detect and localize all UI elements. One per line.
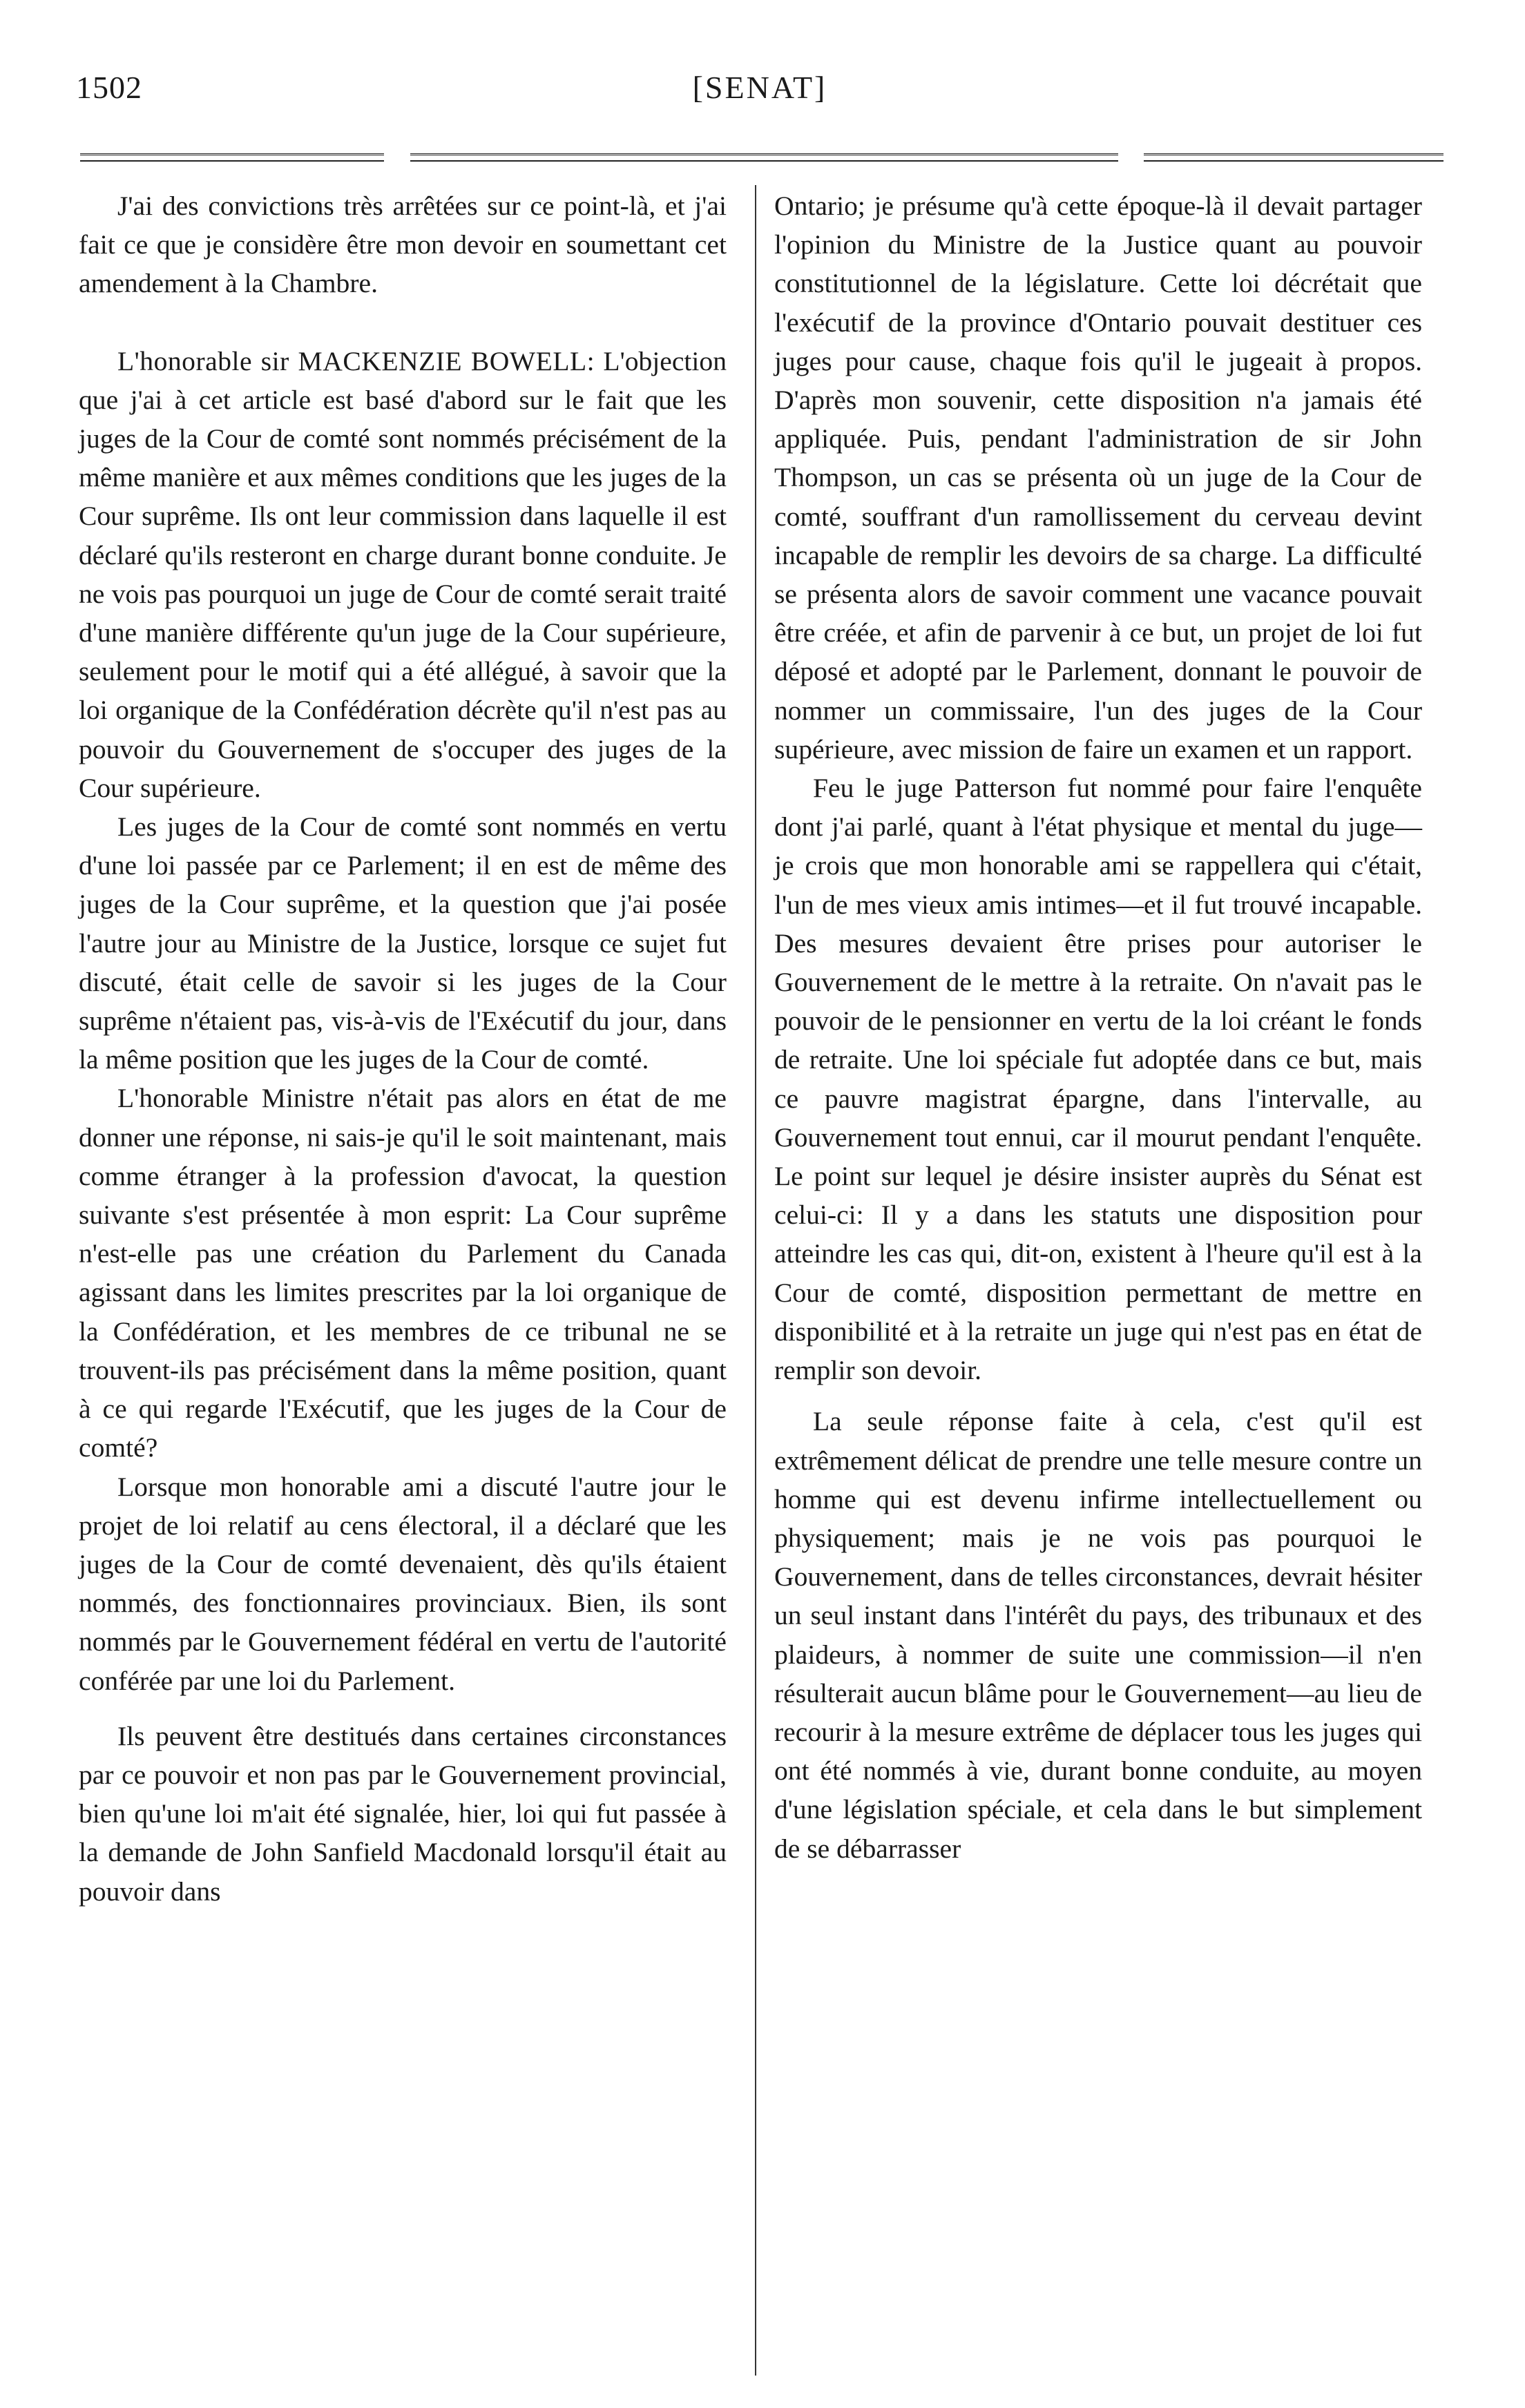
paragraph: Ontario; je présume qu'à cette époque-là il devait partager l'opinion du Ministre de la Justice quant au pouvoir constitutionnel de la législature. Cette loi décrétait que l'exécutif de la province d'Ontario pouvait destituer ces juges pour cause, chaque fois qu'il le jugeait à propos. D'après mon souvenir, cette disposition n'a jamais été appliquée. Puis, pendant l'administration de sir John Thompson, un cas se présenta où un juge de la Cour de comté, souffrant d'un ramollissement du cerveau devint incapable de remplir les devoirs de sa charge. La difficulté se présenta alors de savoir comment une vacance pouvait être créée, et afin de parvenir à ce but, un projet de loi fut déposé et adopté par le Parlement, donnant le pouvoir de nommer un commissaire, l'un des juges de la Cour supérieure, avec mission de faire un examen et un rapport. <box>774 191 1422 764</box>
speaker-name: L'honorable sir MACKENZIE BOWELL: <box>117 345 595 376</box>
page-number: 1502 <box>76 70 142 105</box>
paragraph: Les juges de la Cour de comté sont nommés en vertu d'une loi passée par ce Parlement; il en est de même des juges de la Cour suprême, et la question que j'ai posée l'autre jour au Ministre de la Justice, lorsque ce sujet fut discuté, était celle de savoir si les juges de la Cour suprême n'étaient pas, vis-à-vis de l'Exécutif du jour, dans la même position que les juges de la Cour de comté. <box>79 811 727 1075</box>
header-rule-left <box>80 153 384 162</box>
paragraph: La seule réponse faite à cela, c'est qu'il est extrêmement délicat de prendre une telle mesure contre un homme qui est devenu infirme intellectuellement ou physiquement; mais je ne vois pas pourquoi le Gouvernement, dans de telles circonstances, devrait hésiter un seul instant dans l'intérêt du pays, des tribunaux et des plaideurs, à nommer de suite une commission—il n'en résulterait aucun blâme pour le Gouvernement—au lieu de recourir à la mesure extrême de déplacer tous les juges qui ont été nommés à vie, durant bonne conduite, au moyen d'une législation spéciale, et cela dans le but simplement de se débarrasser <box>774 1406 1422 1864</box>
right-column <box>774 186 1422 1868</box>
header-rule-right <box>1144 153 1444 162</box>
header-rule <box>80 153 1444 164</box>
page-header <box>76 69 1444 124</box>
header-rule-middle <box>410 153 1118 162</box>
left-column <box>79 186 727 1911</box>
paragraph: Lorsque mon honorable ami a discuté l'autre jour le projet de loi relatif au cens électoral, il a déclaré que les juges de la Cour de comté devenaient, dès qu'ils étaient nommés, des fonctionnaires provinciaux. Bien, ils sont nommés par le Gouvernement fédéral en vertu de l'autorité conférée par une loi du Parlement. <box>79 1471 727 1696</box>
paragraph: J'ai des convictions très arrêtées sur ce point-là, et j'ai fait ce que je considère être mon devoir en soumettant cet amendement à la Chambre. <box>79 191 727 299</box>
paragraph: Ils peuvent être destitués dans certaines circonstances par ce pouvoir et non pas par le Gouvernement provincial, bien qu'une loi m'ait été signalée, hier, loi qui fut passée à la demande de John Sanfield Macdonald lorsqu'il était au pouvoir dans <box>79 1720 727 1907</box>
running-head: [SENAT] <box>692 70 827 105</box>
speech-paragraph <box>79 342 727 807</box>
column-divider <box>755 185 756 2376</box>
speech-text: L'objection que j'ai à cet article est basé d'abord sur le fait que les juges de la Cour de comté sont nommés précisément de la même manière et aux mêmes conditions que les juges de la Cour suprême. Ils ont leur commission dans laquelle il est déclaré qu'ils resteront en charge durant bonne conduite. Je ne vois pas pourquoi un juge de Cour de comté serait traité d'une manière différente qu'un juge de la Cour supérieure, seulement pour le motif qui a été allégué, à savoir que la loi organique de la Confédération décrète qu'il n'est pas au pouvoir du Gouvernement de s'occuper des juges de la Cour supérieure. <box>79 345 727 803</box>
paragraph: L'honorable Ministre n'était pas alors en état de me donner une réponse, ni sais-je qu'il le soit maintenant, mais comme étranger à la profession d'avocat, la question suivante s'est présentée à mon esprit: La Cour suprême n'est-elle pas une création du Parlement du Canada agissant dans les limites prescrites par la loi organique de la Confédération, et les membres de ce tribunal ne se trouvent-ils pas précisément dans la même position, quant à ce qui regarde l'Exécutif, que les juges de la Cour de comté? <box>79 1083 727 1463</box>
paragraph: Feu le juge Patterson fut nommé pour faire l'enquête dont j'ai parlé, quant à l'état physique et mental du juge—je crois que mon honorable ami se rappellera qui c'était, l'un de mes vieux amis intimes—et il fut trouvé incapable. Des mesures devaient être prises pour autoriser le Gouvernement de le mettre à la retraite. On n'avait pas le pouvoir de le pensionner en vertu de la loi créant le fonds de retraite. Une loi spéciale fut adoptée dans ce but, mais ce pauvre magistrat épargne, dans l'intervalle, au Gouvernement tout ennui, car il mourut pendant l'enquête. Le point sur lequel je désire insister auprès du Sénat est celui-ci: Il y a dans les statuts une disposition pour atteindre les cas qui, dit-on, existent à l'heure qu'il est à la Cour de comté, disposition permettant de mettre en disponibilité et à la retraite un juge qui n'est pas en état de remplir son devoir. <box>774 773 1422 1386</box>
